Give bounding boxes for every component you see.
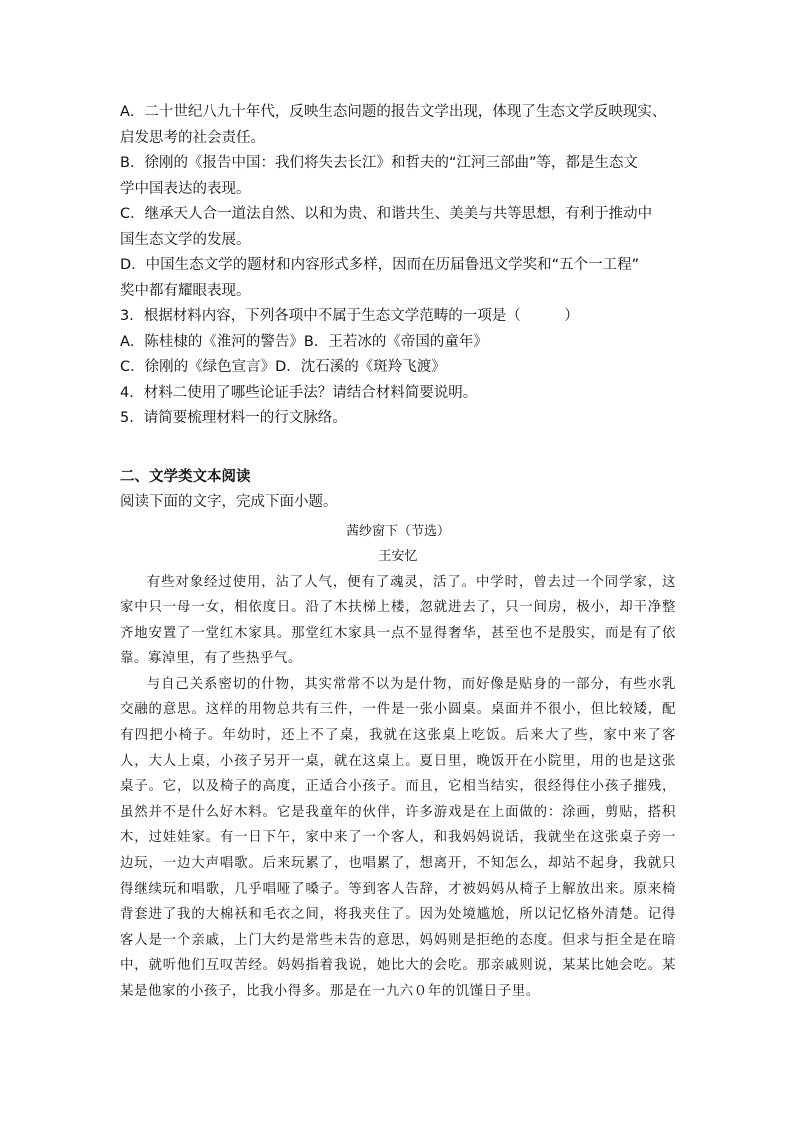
question-5: 5．请简要梳理材料一的行文脉络。 (120, 410, 347, 426)
article-author: 王安忆 (378, 548, 418, 564)
option-a-line-2: 启发思考的社会责任。 (120, 129, 265, 146)
article-title: 茜纱窗下（节选） (345, 523, 450, 539)
option-b-line-1: B．徐刚的《报告中国：我们将失去长江》和哲夫的“江河三部曲”等，都是生态文 (120, 155, 638, 171)
question-block (120, 100, 676, 432)
option-c-line-1: C．继承天人合一道法自然、以和为贵、和谐共生、美美与共等思想，有利于推动中 (120, 206, 653, 222)
article-paragraph-2: 与自己关系密切的什物，其实常常不以为是什物，而好像是贴身的一部分，有些水乳交融的意思。这样的用物总共有三件，一件是一张小圆桌。桌面并不很小，但比较矮，配有四把小椅子。年幼时，还上不了桌，我就在这张桌上吃饭。后来大了些，家中来了客人，大人上桌，小孩子另开一桌，就在这桌上。夏日里，晚饭开在小院里，用的也是这张桌子。它，以及椅子的高度，正适合小孩子。而且，它相当结实，很经得住小孩子摧残，虽然并不是什么好木料。它是我童年的伙伴，许多游戏是在上面做的：涂画，剪贴，搭积木，过娃娃家。有一日下午，家中来了一个客人，和我妈妈说话，我就坐在这张桌子旁一边玩，一边大声唱歌。后来玩累了，也唱累了，想离开，不知怎么，却站不起身，我就只得继续玩和唱歌，几乎唱哑了嗓子。等到客人告辞，才被妈妈从椅子上解放出来。原来椅背套进了我的大棉袄和毛衣之间，将我夹住了。因为处境尴尬，所以记忆格外清楚。记得客人是一个亲戚，上门大约是常些未告的意思，妈妈则是拒绝的态度。但求与拒全是在暗中，就听他们互叹苦经。妈妈指着我说，她比大的会吃。那亲戚则说，某某比她会吃。某某是他家的小孩子，比我小得多。那是在一九六０年的饥馑日子里。 (120, 676, 676, 999)
option-a-line-1: A．二十世纪八九十年代，反映生态问题的报告文学出现，体现了生态文学反映现实、 (120, 104, 667, 120)
option-d-line-2: 奖中都有耀眼表现。 (120, 282, 251, 299)
option-c-line-2: 国生态文学的发展。 (120, 231, 251, 248)
question-3: 3．根据材料内容，下列各项中不属于生态文学范畴的一项是（ ） (120, 308, 579, 324)
document-page (120, 100, 676, 1005)
question-3-options-cd: C．徐刚的《绿色宣言》D．沈石溪的《斑羚飞渡》 (120, 359, 446, 375)
section-spacer (120, 432, 676, 465)
section-instruction: 阅读下面的文字，完成下面小题。 (120, 494, 338, 510)
question-4: 4．材料二使用了哪些论证手法？请结合材料简要说明。 (120, 384, 478, 401)
option-d-line-1: D．中国生态文学的题材和内容形式多样，因而在历届鲁迅文学奖和“五个一工程” (120, 257, 640, 273)
article-paragraph-1: 有些对象经过使用，沾了人气，便有了魂灵，活了。中学时，曾去过一个同学家，这家中只一母一女，相依度日。沿了木扶梯上楼，忽就进去了，只一间房，极小，却干净整齐地安置了一堂红木家具。那堂红木家具一点不显得奢华，甚至也不是殷实，而是有了依靠。寡淖里，有了些热乎气。 (120, 574, 676, 667)
option-b-line-2: 学中国表达的表现。 (120, 180, 251, 197)
question-3-options-ab: A．陈桂棣的《淮河的警告》B．王若冰的《帝国的童年》 (120, 333, 488, 350)
section-title: 二、文学类文本阅读 (120, 468, 251, 485)
